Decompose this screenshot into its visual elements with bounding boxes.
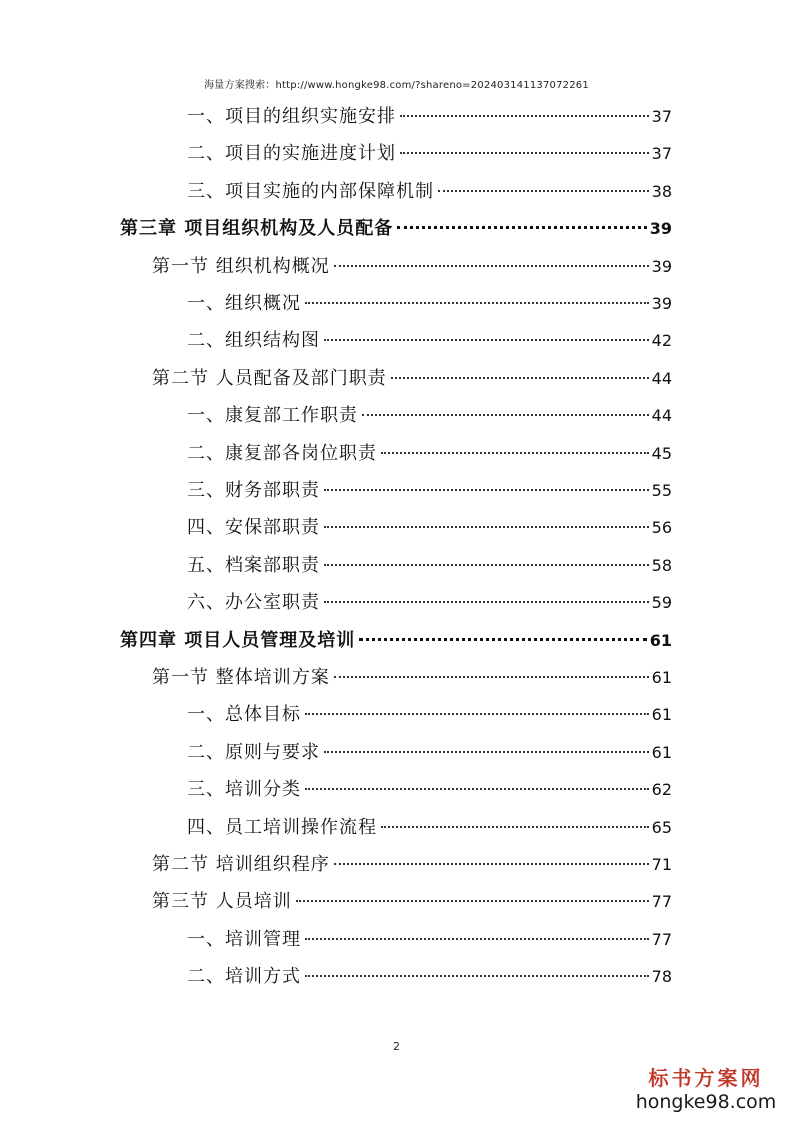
toc-entry-title: 五、档案部职责 bbox=[187, 554, 320, 576]
toc-entry-page: 71 bbox=[651, 855, 672, 874]
toc-entry-title: 第三节 人员培训 bbox=[152, 891, 292, 913]
toc-dot-leader bbox=[324, 751, 649, 753]
toc-entry-item[interactable] bbox=[187, 439, 672, 469]
toc-entry-item[interactable] bbox=[187, 813, 672, 843]
toc-entry-item[interactable] bbox=[187, 401, 672, 431]
toc-entry-item[interactable] bbox=[187, 513, 672, 543]
toc-entry-title: 第三章 项目组织机构及人员配备 bbox=[120, 218, 394, 240]
toc-entry-title: 二、原则与要求 bbox=[187, 741, 320, 763]
toc-entry-page: 78 bbox=[651, 967, 672, 987]
toc-entry-chapter[interactable] bbox=[120, 626, 672, 656]
toc-dot-leader bbox=[305, 938, 649, 940]
toc-entry-page: 61 bbox=[651, 668, 672, 687]
toc-entry-section[interactable] bbox=[152, 364, 672, 394]
toc-dot-leader bbox=[305, 713, 649, 715]
toc-dot-leader bbox=[296, 900, 649, 902]
watermark-en-text: hongke98.com bbox=[635, 1091, 777, 1113]
toc-entry-title: 四、员工培训操作流程 bbox=[187, 816, 377, 838]
toc-dot-leader bbox=[391, 377, 649, 379]
toc-entry-item[interactable] bbox=[187, 775, 672, 805]
toc-entry-page: 59 bbox=[651, 593, 672, 613]
toc-entry-page: 65 bbox=[651, 817, 672, 837]
toc-entry-title: 第二节 人员配备及部门职责 bbox=[152, 367, 387, 389]
toc-entry-title: 二、康复部各岗位职责 bbox=[187, 442, 377, 464]
watermark-cn-text: 标书方案网 bbox=[648, 1066, 764, 1090]
toc-entry-page: 39 bbox=[651, 294, 672, 313]
toc-entry-title: 一、总体目标 bbox=[187, 704, 301, 726]
toc-entry-page: 38 bbox=[651, 181, 672, 201]
toc-dot-leader bbox=[381, 452, 649, 454]
toc-entry-title: 第一节 组织机构概况 bbox=[152, 255, 330, 277]
toc-entry-item[interactable] bbox=[187, 588, 672, 618]
toc-dot-leader bbox=[359, 638, 646, 641]
toc-entry-page: 45 bbox=[651, 443, 672, 463]
toc-dot-leader bbox=[324, 489, 649, 491]
toc-entry-title: 三、财务部职责 bbox=[187, 480, 320, 501]
toc-entry-item[interactable] bbox=[187, 177, 672, 207]
toc-entry-title: 第一节 整体培训方案 bbox=[152, 667, 330, 688]
toc-entry-title: 一、项目的组织实施安排 bbox=[187, 106, 396, 127]
toc-entry-section[interactable] bbox=[152, 887, 672, 917]
toc-dot-leader bbox=[381, 826, 649, 828]
toc-dot-leader bbox=[324, 601, 649, 603]
toc-entry-page: 77 bbox=[651, 892, 672, 912]
toc-dot-leader bbox=[324, 526, 649, 528]
toc-entry-chapter[interactable] bbox=[120, 214, 672, 244]
toc-entry-section[interactable] bbox=[152, 850, 672, 880]
toc-dot-leader bbox=[334, 676, 649, 678]
toc-entry-item[interactable] bbox=[187, 700, 672, 730]
toc-dot-leader bbox=[334, 863, 649, 865]
toc-entry-page: 56 bbox=[651, 518, 672, 538]
toc-entry-page: 37 bbox=[651, 107, 672, 126]
toc-entry-item[interactable] bbox=[187, 551, 672, 581]
toc-entry-item[interactable] bbox=[187, 326, 672, 356]
toc-dot-leader bbox=[334, 265, 649, 267]
toc-entry-item[interactable] bbox=[187, 738, 672, 768]
toc-entry-title: 三、项目实施的内部保障机制 bbox=[187, 180, 434, 202]
toc-entry-page: 37 bbox=[651, 144, 672, 164]
toc-entry-title: 第二节 培训组织程序 bbox=[152, 854, 330, 875]
watermark-logo bbox=[631, 1066, 781, 1114]
toc-entry-page: 39 bbox=[651, 256, 672, 276]
toc-dot-leader bbox=[324, 339, 649, 341]
toc-entry-section[interactable] bbox=[152, 663, 672, 693]
toc-dot-leader bbox=[397, 226, 646, 229]
toc-entry-title: 一、培训管理 bbox=[187, 928, 301, 950]
toc-entry-page: 77 bbox=[651, 929, 672, 949]
toc-dot-leader bbox=[400, 152, 649, 154]
toc-entry-title: 三、培训分类 bbox=[187, 779, 301, 801]
toc-entry-section[interactable] bbox=[152, 252, 672, 282]
toc-entry-page: 44 bbox=[651, 406, 672, 426]
toc-dot-leader bbox=[305, 788, 649, 790]
toc-dot-leader bbox=[305, 975, 649, 977]
toc-entry-title: 二、组织结构图 bbox=[187, 330, 320, 352]
toc-entry-page: 42 bbox=[651, 331, 672, 351]
header-url: 海量方案搜索：http://www.hongke98.com/?shareno=202403141137072261 bbox=[204, 80, 589, 91]
page-number: 2 bbox=[393, 1040, 400, 1053]
toc-dot-leader bbox=[324, 564, 649, 566]
toc-entry-page: 61 bbox=[649, 630, 672, 650]
toc-entry-page: 39 bbox=[649, 219, 672, 239]
toc-entry-item[interactable] bbox=[187, 139, 672, 169]
toc-entry-page: 58 bbox=[651, 555, 672, 575]
toc-entry-item[interactable] bbox=[187, 962, 672, 992]
toc-entry-title: 一、组织概况 bbox=[187, 293, 301, 314]
toc-entry-item[interactable] bbox=[187, 102, 672, 132]
toc-entry-page: 61 bbox=[651, 742, 672, 762]
toc-entry-item[interactable] bbox=[187, 289, 672, 319]
toc-entry-title: 第四章 项目人员管理及培训 bbox=[120, 629, 356, 651]
toc-dot-leader bbox=[438, 190, 649, 192]
toc-entry-title: 二、培训方式 bbox=[187, 966, 301, 988]
toc-dot-leader bbox=[400, 115, 649, 117]
toc-entry-page: 44 bbox=[651, 368, 672, 388]
toc-entry-item[interactable] bbox=[187, 925, 672, 955]
toc-entry-title: 六、办公室职责 bbox=[187, 592, 320, 614]
toc-entry-title: 一、康复部工作职责 bbox=[187, 405, 358, 427]
toc-entry-title: 二、项目的实施进度计划 bbox=[187, 143, 396, 165]
toc-entry-title: 四、安保部职责 bbox=[187, 517, 320, 539]
toc-entry-item[interactable] bbox=[187, 476, 672, 506]
toc-entry-page: 55 bbox=[651, 481, 672, 500]
toc-entry-page: 61 bbox=[651, 705, 672, 725]
toc-dot-leader bbox=[305, 302, 649, 304]
toc-entry-page: 62 bbox=[651, 780, 672, 800]
toc-dot-leader bbox=[362, 414, 649, 416]
